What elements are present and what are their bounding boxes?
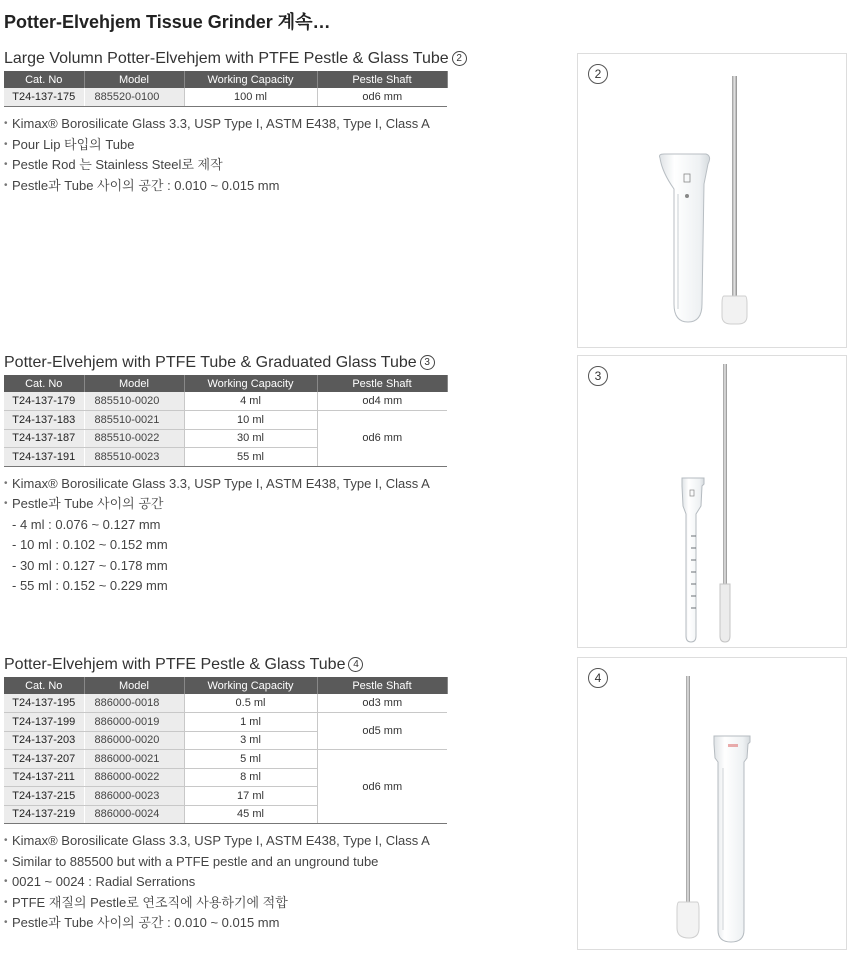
pestle-shaft-cell: od6 mm [317,88,447,107]
cat-no-cell: T24-137-215 [4,787,84,806]
capacity-cell: 30 ml [184,429,317,448]
table-row [4,392,447,411]
model-cell: 886000-0018 [84,694,184,713]
pestle-shaft-cell: od4 mm [317,392,447,411]
spec-table [4,375,448,467]
image-number-badge: 3 [588,366,608,386]
feature-item: • Pour Lip 타입의 Tube [4,135,564,156]
feature-item: - 30 ml : 0.127 ~ 0.178 mm [12,557,168,573]
feature-item: • Pestle과 Tube 사이의 공간 [4,494,564,515]
feature-list [4,474,564,598]
feature-item: - 55 ml : 0.152 ~ 0.229 mm [12,578,168,594]
product-image-3 [577,355,847,648]
model-cell: 886000-0021 [84,750,184,769]
column-header: Working Capacity [184,71,317,88]
section-graduated-glass [4,354,564,597]
capacity-cell: 100 ml [184,88,317,107]
grinder-illustration [578,356,848,649]
table-row [4,750,447,769]
model-cell: 886000-0022 [84,768,184,787]
feature-item: • Kimax® Borosilicate Glass 3.3, USP Type I, ASTM E438, Type I, Class A [4,474,564,495]
cat-no-cell: T24-137-183 [4,411,84,430]
grinder-illustration [578,54,848,349]
column-header: Model [84,677,184,694]
section-title: Potter-Elvehjem with PTFE Pestle & Glass Tube 4 [4,656,564,674]
feature-item: • Pestle Rod 는 Stainless Steel로 제작 [4,155,564,176]
section-large-volumn [4,50,564,196]
column-header: Cat. No [4,677,84,694]
capacity-cell: 45 ml [184,805,317,824]
table-row [4,88,447,107]
feature-item: - 4 ml : 0.076 ~ 0.127 mm [12,516,161,532]
cat-no-cell: T24-137-199 [4,713,84,732]
feature-item: - 10 ml : 0.102 ~ 0.152 mm [12,537,168,553]
column-header: Working Capacity [184,375,317,392]
feature-item: • PTFE 재질의 Pestle로 연조직에 사용하기에 적합 [4,893,564,914]
model-cell: 886000-0024 [84,805,184,824]
capacity-cell: 8 ml [184,768,317,787]
model-cell: 885520-0100 [84,88,184,107]
feature-item: • Kimax® Borosilicate Glass 3.3, USP Type I, ASTM E438, Type I, Class A [4,114,564,135]
table-header-row [4,677,447,694]
model-cell: 886000-0020 [84,731,184,750]
capacity-cell: 4 ml [184,392,317,411]
capacity-cell: 17 ml [184,787,317,806]
column-header: Pestle Shaft [317,677,447,694]
column-header: Pestle Shaft [317,375,447,392]
spec-table [4,677,448,824]
table-header-row [4,375,447,392]
pestle-shaft-cell: od5 mm [317,713,447,750]
pestle-shaft-cell: od6 mm [317,411,447,467]
capacity-cell: 1 ml [184,713,317,732]
table-row [4,411,447,430]
section-number-badge: 2 [452,51,467,66]
column-header: Cat. No [4,71,84,88]
pestle-shaft-cell: od3 mm [317,694,447,713]
feature-list [4,114,564,196]
pestle-shaft-cell: od6 mm [317,750,447,824]
image-number-badge: 4 [588,668,608,688]
section-number-badge: 4 [348,657,363,672]
feature-item: • Pestle과 Tube 사이의 공간 : 0.010 ~ 0.015 mm [4,913,564,934]
model-cell: 885510-0022 [84,429,184,448]
feature-item: • Similar to 885500 but with a PTFE pestle and an unground tube [4,852,564,873]
model-cell: 886000-0019 [84,713,184,732]
product-image-2 [577,53,847,348]
column-header: Cat. No [4,375,84,392]
capacity-cell: 55 ml [184,448,317,467]
column-header: Model [84,375,184,392]
cat-no-cell: T24-137-175 [4,88,84,107]
table-row [4,713,447,732]
model-cell: 885510-0020 [84,392,184,411]
product-image-4 [577,657,847,950]
section-number-badge: 3 [420,355,435,370]
section-title: Potter-Elvehjem with PTFE Tube & Graduated Glass Tube 3 [4,354,564,372]
feature-list [4,831,564,934]
column-header: Model [84,71,184,88]
cat-no-cell: T24-137-207 [4,750,84,769]
image-number-badge: 2 [588,64,608,84]
cat-no-cell: T24-137-211 [4,768,84,787]
cat-no-cell: T24-137-179 [4,392,84,411]
cat-no-cell: T24-137-219 [4,805,84,824]
model-cell: 885510-0023 [84,448,184,467]
table-row [4,694,447,713]
model-cell: 885510-0021 [84,411,184,430]
column-header: Working Capacity [184,677,317,694]
section-title: Large Volumn Potter-Elvehjem with PTFE Pestle & Glass Tube 2 [4,50,564,68]
cat-no-cell: T24-137-187 [4,429,84,448]
capacity-cell: 3 ml [184,731,317,750]
cat-no-cell: T24-137-203 [4,731,84,750]
column-header: Pestle Shaft [317,71,447,88]
feature-item: • Kimax® Borosilicate Glass 3.3, USP Type I, ASTM E438, Type I, Class A [4,831,564,852]
capacity-cell: 10 ml [184,411,317,430]
grinder-illustration [578,658,848,951]
cat-no-cell: T24-137-195 [4,694,84,713]
table-header-row [4,71,447,88]
feature-item: • Pestle과 Tube 사이의 공간 : 0.010 ~ 0.015 mm [4,176,564,197]
cat-no-cell: T24-137-191 [4,448,84,467]
capacity-cell: 5 ml [184,750,317,769]
model-cell: 886000-0023 [84,787,184,806]
section-ptfe-pestle [4,656,564,934]
spec-table [4,71,448,107]
feature-item: • 0021 ~ 0024 : Radial Serrations [4,872,564,893]
page-title: Potter-Elvehjem Tissue Grinder 계속… [4,12,331,32]
capacity-cell: 0.5 ml [184,694,317,713]
